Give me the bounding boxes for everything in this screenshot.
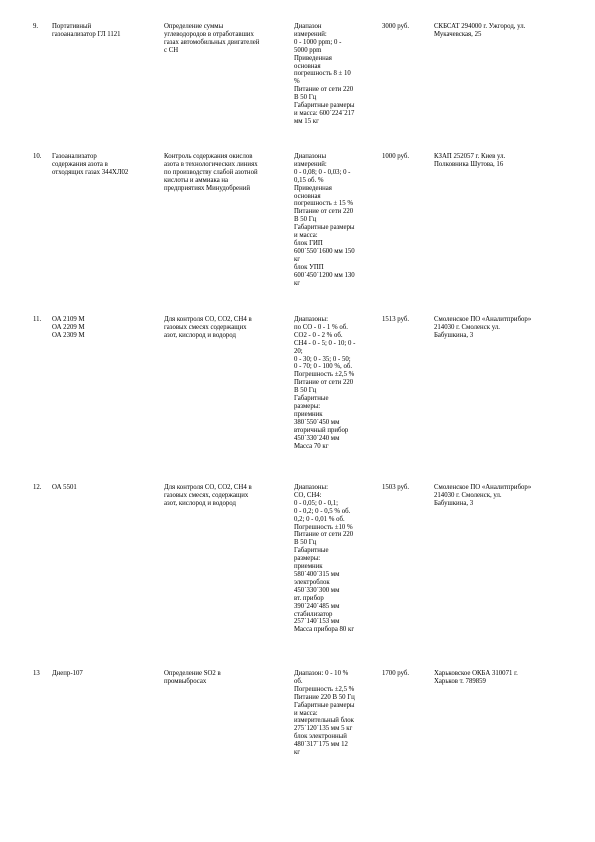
device-purpose: Для контроля СО, СО2, СН4 в газовых смесях содержащих азот, кислород и водород	[164, 316, 252, 339]
device-name: Портативный газоанализатор ГЛ 1121	[52, 23, 121, 38]
device-manufacturer: Харьковское ОКБА 310071 г. Харьков т. 789859	[434, 670, 518, 685]
device-purpose: Определение SO2 в промвыбросах	[164, 670, 221, 685]
device-price: 1513 руб.	[382, 316, 410, 323]
row-number: 10.	[33, 153, 42, 160]
device-purpose: Определение суммы углеводородов в отработавших газах автомобильных двигателей с СН	[164, 23, 260, 54]
device-specifications: Диапазоны: СО, СН4: 0 - 0,05; 0 - 0,1; 0 - 0,2; 0 - 0,5 % об. 0,2; 0 - 0,01 % об. Погрешность ±10 % Питание от сети 220 В 50 Гц Габаритные размеры: приемник 580´400´315 мм электроблок 450´330´300 мм вт. прибор 390´240´485 мм стабилизатор 257´140´153 мм Масса прибора 80 кг	[294, 484, 355, 634]
row-number: 9.	[33, 23, 39, 30]
device-purpose: Для контроля СО, СО2, СН4 в газовых смесях, содержащих азот, кислород и водород	[164, 484, 252, 507]
device-specifications: Диапазон измерений: 0 - 1000 ppm; 0 - 5000 ppm Приведенная основная погрешность 8 ± 10 % Питание от сети 220 В 50 Гц Габаритные размеры и масса: 600´224´217 мм 15 кг	[294, 23, 355, 125]
row-number: 11.	[33, 316, 42, 323]
device-name: Днепр-107	[52, 670, 83, 677]
row-number: 13	[33, 670, 40, 677]
device-manufacturer: Смоленское ПО «Аналитприбор» 214030 г. Смоленск ул. Бабушкина, 3	[434, 316, 532, 339]
device-manufacturer: СКБСАТ 294000 г. Ужгород, ул. Мукачевская, 25	[434, 23, 526, 38]
device-price: 3000 руб.	[382, 23, 410, 30]
row-number: 12.	[33, 484, 42, 491]
device-specifications: Диапазон: 0 - 10 % об. Погрешность ±2,5 % Питание 220 В 50 Гц Габаритные размеры и масса: измерительный блок 275´120´135 мм 5 кг блок электронный 480´317´175 мм 12 кг	[294, 670, 355, 757]
device-manufacturer: Смоленское ПО «Аналитприбор» 214030 г. Смоленск, ул. Бабушкина, 3	[434, 484, 532, 507]
device-name: Газоанализатор содержания азота в отходящих газах 344ХЛ02	[52, 153, 129, 176]
device-price: 1503 руб.	[382, 484, 410, 491]
device-specifications: Диапазоны измерений: 0 - 0,08; 0 - 0,03; 0 - 0,15 об. % Приведенная основная погрешность ± 15 % Питание от сети 220 В 50 Гц Габаритные размеры и масса: блок ГИП 600´550´1600 мм 150 кг блок УПП 600´450´1200 мм 130 кг	[294, 153, 355, 287]
device-manufacturer: КЗАП 252057 г. Киев ул. Полковника Шутова, 16	[434, 153, 506, 168]
device-name: ОА 2109 М ОА 2209 М ОА 2309 М	[52, 316, 85, 339]
device-price: 1700 руб.	[382, 670, 410, 677]
device-purpose: Контроль содержания окислов азота в технологических линиях по производству слабой азотной кислоты и аммиака на предприятиях Минудобрений	[164, 153, 258, 192]
device-price: 1000 руб.	[382, 153, 410, 160]
device-specifications: Диапазоны: по СО - 0 - 1 % об. СО2 - 0 - 2 % об. СН4 - 0 - 5; 0 - 10; 0 - 20; 0 - 30; 0 - 35; 0 - 50; 0 - 70; 0 - 100 %, об. Погрешность ±2,5 % Питание от сети 220 В 50 Гц Габаритные размеры: приемник 380´550´450 мм вторичный прибор 450´330´240 мм Масса 70 кг	[294, 316, 356, 450]
device-name: ОА 5501	[52, 484, 77, 491]
